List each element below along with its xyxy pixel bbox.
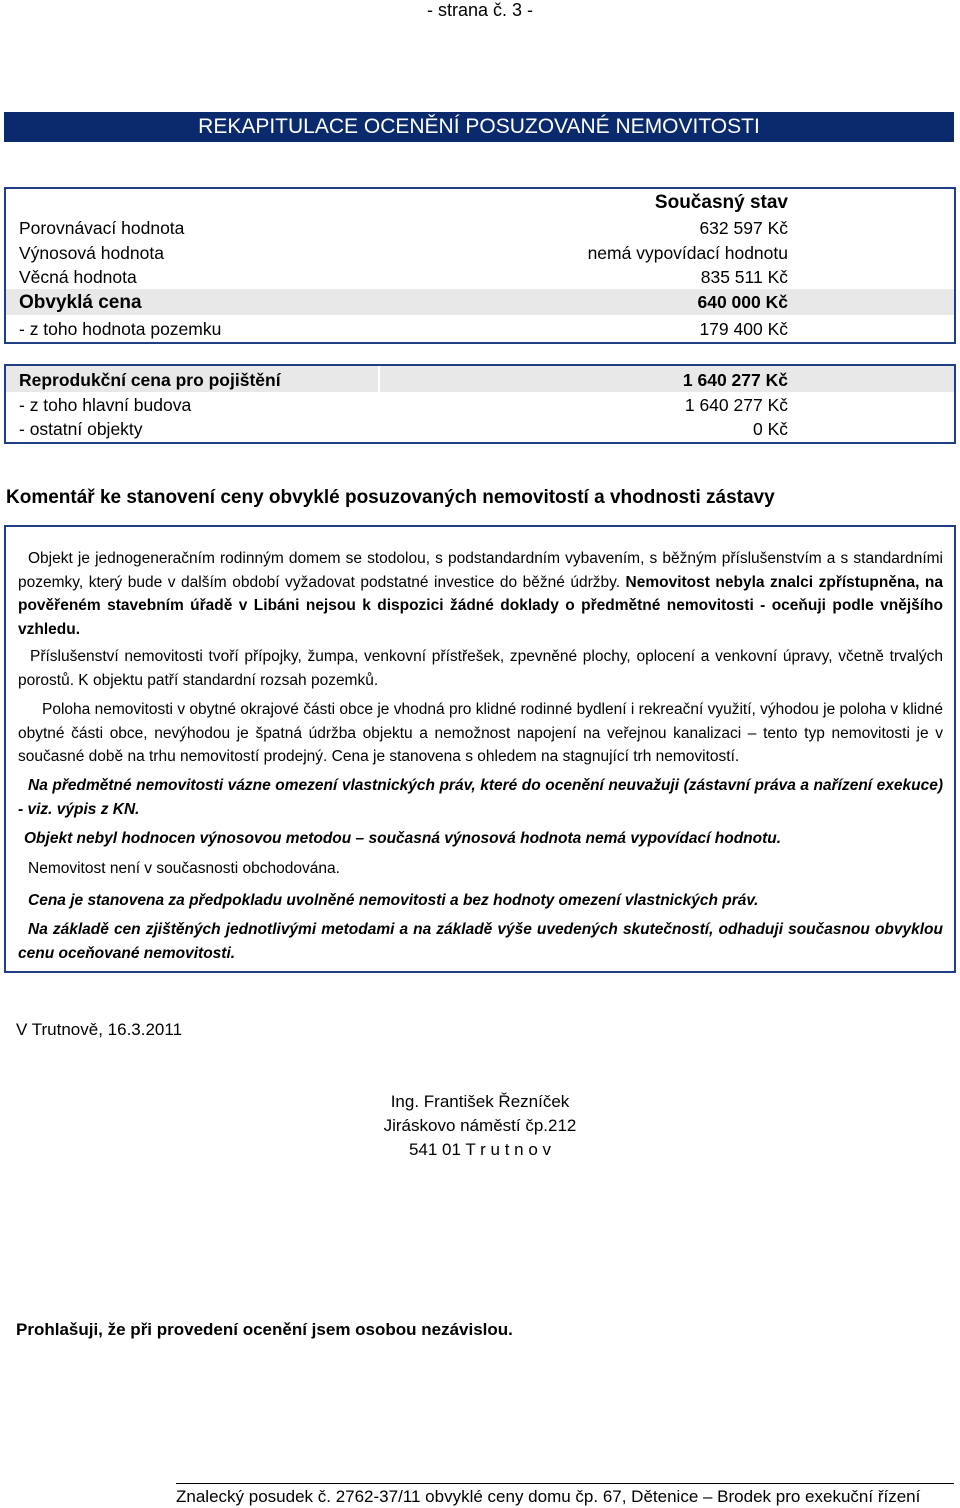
row-value: 835 511 Kč — [700, 267, 788, 287]
signature-name: Ing. František Řezníček — [390, 1092, 570, 1111]
comment-paragraph: Na základě cen zjištěných jednotlivými metodami a na základě výše uvedených skutečností, odhaduji současnou obvyklou cenu oceňované nemovitosti. — [18, 921, 943, 962]
comment-paragraph: Cena je stanovena za předpokladu uvolněné nemovitosti a bez hodnoty omezení vlastnických práv. — [28, 892, 759, 909]
summary-table — [4, 187, 956, 344]
place-date: V Trutnově, 16.3.2011 — [16, 1020, 183, 1039]
row-label: - z toho hodnota pozemku — [19, 319, 222, 339]
row-label: Věcná hodnota — [19, 267, 137, 287]
comment-paragraph: Nemovitost není v současnosti obchodována. — [28, 860, 340, 877]
page-title: REKAPITULACE OCENĚNÍ POSUZOVANÉ NEMOVITOSTI — [4, 112, 954, 142]
comment-box — [4, 525, 956, 973]
signature-street: Jiráskovo náměstí čp.212 — [383, 1116, 577, 1135]
row-value-market-price: 640 000 Kč — [697, 292, 788, 312]
row-label-insurance: Reprodukční cena pro pojištění — [19, 370, 281, 390]
highlight-band — [6, 289, 954, 315]
comment-paragraph: Objekt nebyl hodnocen výnosovou metodou – současná výnosová hodnota nemá vypovídací hodnotu. — [24, 830, 782, 847]
declaration: Prohlašuji, že při provedení ocenění jsem osobou nezávislou. — [16, 1320, 513, 1339]
footer: Znalecký posudek č. 2762-37/11 obvyklé ceny domu čp. 67, Dětenice – Brodek pro exekuční řízení — [176, 1483, 954, 1507]
comment-text-bold: Nemovitost nebyla znalci zpřístupněna, na pověřeném stavebním úřadě v Libáni nejsou k dispozici žádné doklady o předmětné nemovitosti - oceňuji podle vnějšího vzhledu. — [18, 573, 943, 638]
row-label: - ostatní objekty — [19, 419, 143, 439]
comment-paragraph: Příslušenství nemovitosti tvoří přípojky, žumpa, venkovní přístřešek, zpevněné plochy, oplocení a venkovní úpravy, včetně trvalých porostů. K objektu patří standardní rozsah pozemků. — [18, 648, 943, 689]
page-number: - strana č. 3 - — [426, 0, 534, 20]
comment-paragraph: Na předmětné nemovitosti vázne omezení vlastnických práv, které do ocenění neuvažuji (zástavní práva a nařízení exekuce) - viz. výpis z KN. — [18, 777, 943, 818]
insurance-table — [4, 364, 956, 444]
comment-paragraph: Poloha nemovitosti v obytné okrajové části obce je vhodná pro klidné rodinné bydlení i rekreační využití, výhodou je poloha v klidné obytné části obce, nevýhodou je špatná údržba objektu a nemožnost napojení na veřejnou kanalizaci – tento typ nemovitosti je v současné době na trhu nemovitostí prodejný. Cena je stanovena s ohledem na stagnující trh nemovitostí. — [18, 701, 943, 765]
row-label: Výnosová hodnota — [19, 243, 164, 263]
row-value: 179 400 Kč — [699, 319, 788, 339]
row-value-insurance: 1 640 277 Kč — [682, 370, 788, 390]
column-header: Současný stav — [654, 192, 788, 213]
column-divider — [378, 366, 380, 393]
row-value: nemá vypovídací hodnotu — [587, 243, 788, 263]
row-value: 1 640 277 Kč — [684, 395, 788, 415]
signature-city: 541 01 T r u t n o v — [408, 1140, 552, 1159]
comment-text: Objekt je jednogeneračním rodinným domem se stodolou, s podstandardním vybavením, s běžným příslušenstvím a s standardními pozemky, který bude v dalším období vyžadovat podstatné investice do běžné údržby. — [18, 550, 943, 591]
row-label: - z toho hlavní budova — [19, 395, 192, 415]
row-value: 632 597 Kč — [699, 218, 788, 238]
row-label-market-price: Obvyklá cena — [19, 292, 142, 313]
comment-paragraph — [18, 547, 943, 641]
row-label: Porovnávací hodnota — [19, 218, 185, 238]
comment-heading: Komentář ke stanovení ceny obvyklé posuzovaných nemovitostí a vhodnosti zástavy — [6, 487, 775, 508]
row-value: 0 Kč — [752, 419, 788, 439]
